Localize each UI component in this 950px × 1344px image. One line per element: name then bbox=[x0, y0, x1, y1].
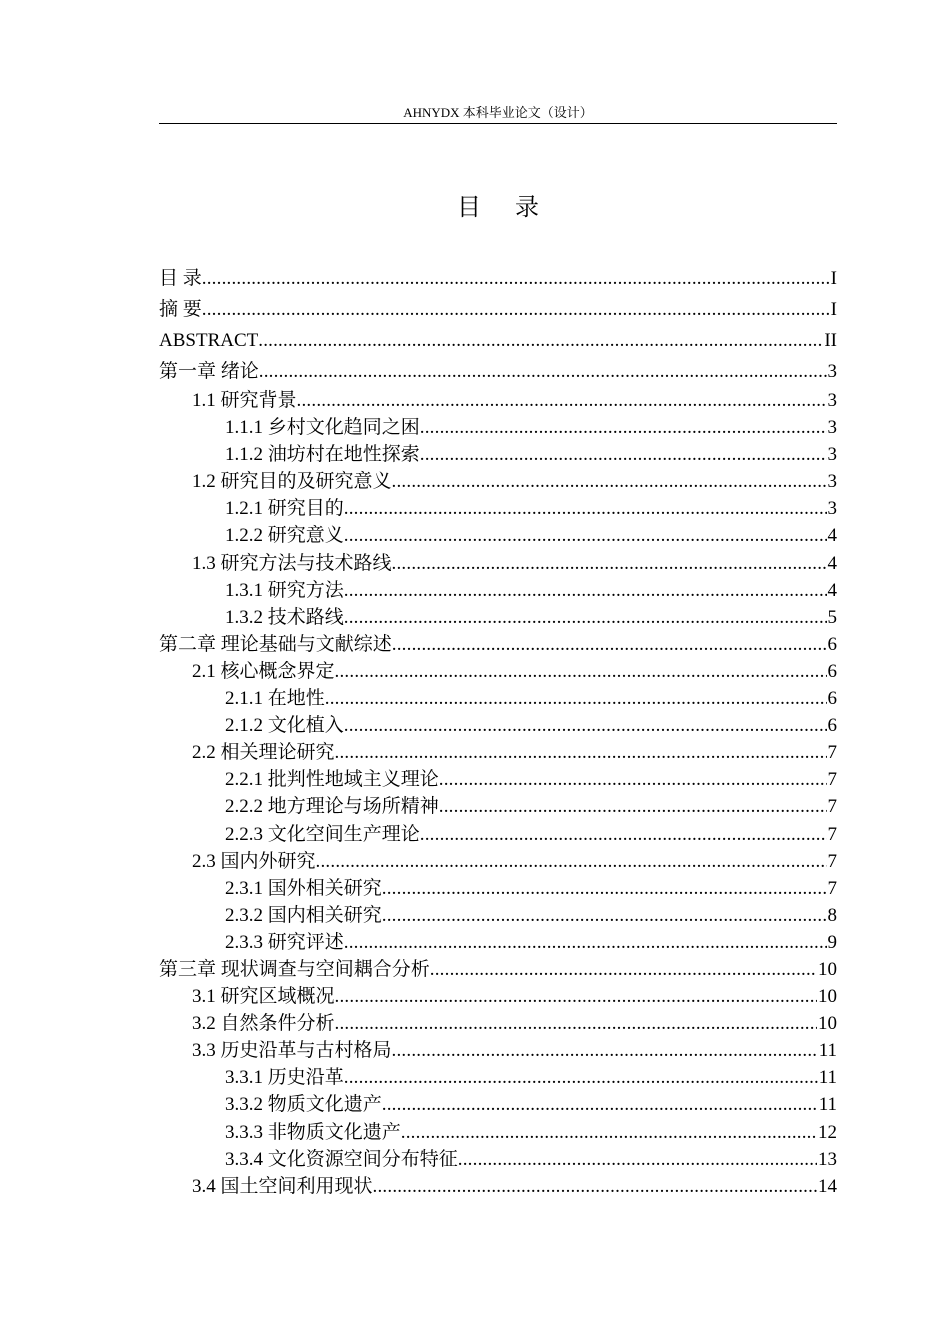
toc-entry-page-number: 13 bbox=[818, 1148, 837, 1170]
toc-entry-label: 1.2.2 研究意义 bbox=[225, 525, 344, 547]
toc-entry-page-number: 6 bbox=[827, 660, 837, 682]
dot-leader bbox=[202, 263, 830, 294]
dot-leader bbox=[401, 1119, 817, 1146]
toc-entry[interactable] bbox=[159, 1037, 837, 1064]
toc-entry-label: 2.3.1 国外相关研究 bbox=[225, 877, 382, 899]
toc-entry[interactable] bbox=[159, 468, 837, 495]
toc-entry[interactable] bbox=[159, 983, 837, 1010]
toc-entry-label: 3.3.1 历史沿革 bbox=[225, 1067, 344, 1089]
toc-entry[interactable] bbox=[159, 550, 837, 577]
toc-entry-page-number: 7 bbox=[827, 742, 837, 764]
dot-leader bbox=[458, 1146, 817, 1173]
dot-leader bbox=[392, 468, 827, 495]
toc-entry-label: 2.1.2 文化植入 bbox=[225, 715, 344, 737]
toc-entry-label: 摘 要 bbox=[159, 299, 202, 320]
dot-leader bbox=[335, 739, 827, 766]
toc-entry-page-number: 6 bbox=[827, 715, 837, 737]
toc-entry-page-number: 4 bbox=[827, 552, 837, 574]
toc-entry-page-number: 7 bbox=[827, 850, 837, 872]
toc-entry[interactable] bbox=[159, 739, 837, 766]
toc-entry-page-number: II bbox=[824, 330, 837, 351]
dot-leader bbox=[420, 441, 827, 468]
dot-leader bbox=[392, 1037, 818, 1064]
toc-entry-label: 目 录 bbox=[159, 268, 202, 289]
toc-entry-page-number: 3 bbox=[827, 417, 837, 439]
dot-leader bbox=[335, 983, 817, 1010]
toc-entry[interactable] bbox=[159, 793, 837, 820]
toc-entry-label: 1.3 研究方法与技术路线 bbox=[192, 552, 392, 574]
toc-entry-label: 2.2.2 地方理论与场所精神 bbox=[225, 796, 439, 818]
toc-entry[interactable] bbox=[159, 1091, 837, 1118]
toc-entry-page-number: 11 bbox=[818, 1067, 837, 1089]
toc-entry[interactable] bbox=[159, 631, 837, 658]
toc-entry[interactable] bbox=[159, 1119, 837, 1146]
toc-entry-label: 3.1 研究区域概况 bbox=[192, 986, 335, 1008]
toc-entry-label: 2.2.3 文化空间生产理论 bbox=[225, 823, 420, 845]
dot-leader bbox=[344, 929, 827, 956]
toc-entry-label: 第三章 现状调查与空间耦合分析 bbox=[159, 958, 430, 980]
toc-entry[interactable] bbox=[159, 441, 837, 468]
dot-leader bbox=[420, 821, 827, 848]
toc-entry-page-number: 3 bbox=[827, 390, 837, 411]
toc-entry[interactable] bbox=[159, 658, 837, 685]
dot-leader bbox=[382, 902, 827, 929]
toc-entry-label: 1.1.1 乡村文化趋同之困 bbox=[225, 417, 420, 439]
toc-entry-page-number: 10 bbox=[818, 986, 837, 1008]
toc-entry-page-number: I bbox=[830, 268, 837, 289]
toc-entry-label: 3.2 自然条件分析 bbox=[192, 1013, 335, 1035]
toc-entry-page-number: 3 bbox=[827, 444, 837, 466]
dot-leader bbox=[344, 604, 827, 631]
dot-leader bbox=[439, 793, 827, 820]
toc-entry[interactable] bbox=[159, 766, 837, 793]
toc-entry[interactable] bbox=[159, 263, 837, 294]
toc-entry-page-number: 8 bbox=[827, 904, 837, 926]
toc-entry[interactable] bbox=[159, 1173, 837, 1200]
toc-entry[interactable] bbox=[159, 495, 837, 522]
toc-entry[interactable] bbox=[159, 294, 837, 325]
toc-entry-label: 3.3 历史沿革与古村格局 bbox=[192, 1040, 392, 1062]
toc-entry-label: 2.2.1 批判性地域主义理论 bbox=[225, 769, 439, 791]
toc-entry-label: 2.3.2 国内相关研究 bbox=[225, 904, 382, 926]
dot-leader bbox=[344, 1064, 818, 1091]
running-header: AHNYDX 本科毕业论文（设计） bbox=[403, 105, 593, 120]
toc-entry-label: 第一章 绪论 bbox=[159, 361, 259, 382]
toc-entry-page-number: 6 bbox=[827, 688, 837, 710]
dot-leader bbox=[297, 387, 827, 414]
dot-leader bbox=[325, 685, 827, 712]
toc-entry-label: 第二章 理论基础与文献综述 bbox=[159, 633, 392, 655]
dot-leader bbox=[344, 577, 827, 604]
toc-entry-page-number: 11 bbox=[818, 1040, 837, 1062]
dot-leader bbox=[316, 848, 827, 875]
dot-leader bbox=[392, 550, 827, 577]
header-divider bbox=[159, 123, 837, 124]
toc-entry-label: 1.3.1 研究方法 bbox=[225, 579, 344, 601]
toc-entry-label: 3.3.2 物质文化遗产 bbox=[225, 1094, 382, 1116]
toc-entry-page-number: 3 bbox=[827, 361, 837, 382]
toc-entry-label: 2.1.1 在地性 bbox=[225, 688, 325, 710]
toc-entry[interactable] bbox=[159, 875, 837, 902]
toc-entry[interactable] bbox=[159, 387, 837, 414]
toc-entry[interactable] bbox=[159, 712, 837, 739]
toc-entry-label: 2.3.3 研究评述 bbox=[225, 931, 344, 953]
dot-leader bbox=[430, 956, 817, 983]
toc-entry-label: 1.3.2 技术路线 bbox=[225, 606, 344, 628]
toc-entry-page-number: 7 bbox=[827, 769, 837, 791]
dot-leader bbox=[259, 356, 827, 387]
dot-leader bbox=[335, 658, 827, 685]
page-title: 目 录 bbox=[457, 195, 553, 221]
toc-entry-label: 3.3.4 文化资源空间分布特征 bbox=[225, 1148, 458, 1170]
toc-entry-page-number: I bbox=[830, 299, 837, 320]
toc-entry[interactable] bbox=[159, 604, 837, 631]
dot-leader bbox=[344, 712, 827, 739]
toc-entry-page-number: 7 bbox=[827, 877, 837, 899]
toc-entry[interactable] bbox=[159, 522, 837, 549]
toc-entry-page-number: 4 bbox=[827, 525, 837, 547]
toc-entry-page-number: 14 bbox=[818, 1175, 837, 1197]
toc-entry-label: 3.4 国土空间利用现状 bbox=[192, 1175, 373, 1197]
toc-entry[interactable] bbox=[159, 1064, 837, 1091]
toc-entry[interactable] bbox=[159, 685, 837, 712]
toc-entry-label: 1.2 研究目的及研究意义 bbox=[192, 471, 392, 493]
toc-entry-label: 3.3.3 非物质文化遗产 bbox=[225, 1121, 401, 1143]
toc-entry-page-number: 10 bbox=[818, 1013, 837, 1035]
dot-leader bbox=[382, 875, 827, 902]
toc-entry-label: ABSTRACT bbox=[159, 330, 259, 351]
toc-entry-page-number: 4 bbox=[827, 579, 837, 601]
toc-entry-page-number: 12 bbox=[818, 1121, 837, 1143]
dot-leader bbox=[382, 1091, 818, 1118]
toc-entry-page-number: 3 bbox=[827, 498, 837, 520]
toc-entry[interactable] bbox=[159, 356, 837, 387]
toc-entry-label: 2.3 国内外研究 bbox=[192, 850, 316, 872]
dot-leader bbox=[392, 631, 827, 658]
toc-entry-page-number: 7 bbox=[827, 823, 837, 845]
dot-leader bbox=[439, 766, 827, 793]
toc-entry-label: 2.2 相关理论研究 bbox=[192, 742, 335, 764]
dot-leader bbox=[344, 522, 827, 549]
toc-entry[interactable] bbox=[159, 325, 837, 356]
toc-entry-label: 1.1 研究背景 bbox=[192, 390, 297, 411]
toc-entry-page-number: 10 bbox=[818, 958, 837, 980]
toc-entry[interactable] bbox=[159, 902, 837, 929]
toc-entry[interactable] bbox=[159, 1146, 837, 1173]
toc-entry-page-number: 7 bbox=[827, 796, 837, 818]
toc-entry[interactable] bbox=[159, 956, 837, 983]
dot-leader bbox=[202, 294, 830, 325]
toc-entry[interactable] bbox=[159, 414, 837, 441]
table-of-contents bbox=[159, 263, 837, 1200]
dot-leader bbox=[373, 1173, 817, 1200]
toc-entry[interactable] bbox=[159, 1010, 837, 1037]
dot-leader bbox=[335, 1010, 817, 1037]
toc-entry-label: 1.1.2 油坊村在地性探索 bbox=[225, 444, 420, 466]
toc-entry-label: 1.2.1 研究目的 bbox=[225, 498, 344, 520]
toc-entry-page-number: 3 bbox=[827, 471, 837, 493]
toc-entry[interactable] bbox=[159, 821, 837, 848]
toc-entry-page-number: 6 bbox=[827, 633, 837, 655]
toc-entry[interactable] bbox=[159, 929, 837, 956]
dot-leader bbox=[344, 495, 827, 522]
toc-entry-page-number: 9 bbox=[827, 931, 837, 953]
toc-entry[interactable] bbox=[159, 848, 837, 875]
toc-entry-page-number: 5 bbox=[827, 606, 837, 628]
toc-entry-page-number: 11 bbox=[818, 1094, 837, 1116]
toc-entry-label: 2.1 核心概念界定 bbox=[192, 660, 335, 682]
dot-leader bbox=[258, 325, 823, 356]
dot-leader bbox=[420, 414, 827, 441]
toc-entry[interactable] bbox=[159, 577, 837, 604]
